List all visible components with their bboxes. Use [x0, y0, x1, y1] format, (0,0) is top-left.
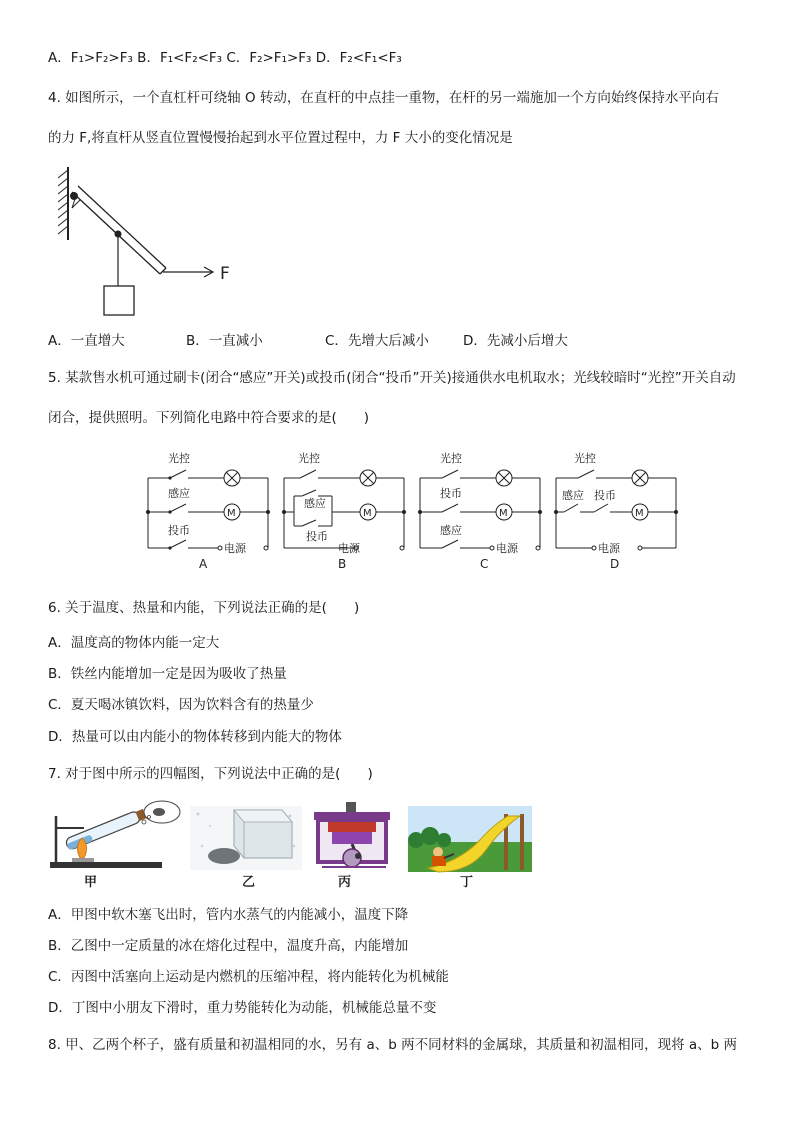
svg-text:感应: 感应	[168, 487, 190, 500]
svg-text:投币: 投币	[594, 489, 616, 502]
svg-text:光控: 光控	[440, 452, 462, 465]
svg-text:投币: 投币	[440, 487, 462, 500]
q7-stem: 7. 对于图中所示的四幅图，下列说法中正确的是( )	[48, 766, 373, 782]
q7-option-c: C．丙图中活塞向上运动是内燃机的压缩冲程，将内能转化为机械能	[48, 969, 449, 985]
svg-text:电源: 电源	[598, 542, 620, 555]
q7-caption-jia: 甲	[84, 875, 98, 890]
q7-caption-ding: 丁	[460, 875, 474, 890]
svg-text:电源: 电源	[224, 542, 246, 555]
q5-circuit-b	[276, 448, 411, 573]
q7-option-b: B．乙图中一定质量的冰在熔化过程中，温度升高，内能增加	[48, 938, 409, 954]
q5-stem-line1: 5. 某款售水机可通过刷卡(闭合“感应”开关)或投币(闭合“投币”开关)接通供水电机取水；光线较暗时“光控”开关自动	[48, 370, 736, 386]
q4-option-b: B．一直减小	[186, 333, 263, 349]
svg-text:M: M	[499, 508, 508, 519]
q6-option-b: B．铁丝内能增加一定是因为吸收了热量	[48, 666, 287, 682]
svg-text:投币: 投币	[168, 524, 190, 537]
svg-text:光控: 光控	[168, 452, 190, 465]
q4-stem-line2: 的力 F,将直杆从竖直位置慢慢抬起到水平位置过程中，力 F 大小的变化情况是	[48, 130, 513, 146]
q7-figure-ding	[408, 806, 532, 890]
q6-option-d: D．热量可以由内能小的物体转移到内能大的物体	[48, 729, 342, 745]
q7-option-d: D．丁图中小朋友下滑时，重力势能转化为动能，机械能总量不变	[48, 1000, 437, 1016]
svg-text:投币: 投币	[306, 530, 328, 543]
q5-caption-a: A	[199, 557, 208, 571]
q5-caption-b: B	[338, 557, 347, 571]
q7-caption-bing: 丙	[338, 875, 352, 890]
q5-caption-c: C	[480, 557, 489, 571]
q4-option-d: D．先减小后增大	[463, 333, 568, 349]
q6-stem: 6. 关于温度、热量和内能，下列说法正确的是( )	[48, 600, 360, 616]
q7-figure-yi	[190, 806, 302, 890]
q6-option-c: C．夏天喝冰镇饮料，因为饮料含有的热量少	[48, 697, 314, 713]
q4-lever-figure	[50, 162, 250, 322]
q4-stem-line1: 4. 如图所示，一个直杠杆可绕轴 O 转动，在直杆的中点挂一重物，在杆的另一端施加一个方向始终保持水平向右	[48, 90, 719, 106]
q7-figure-bing	[308, 800, 400, 890]
q5-circuit-d	[548, 448, 683, 573]
q4-option-a: A．一直增大	[48, 333, 125, 349]
svg-text:光控: 光控	[298, 452, 320, 465]
q7-option-a: A．甲图中软木塞飞出时，管内水蒸气的内能减小，温度下降	[48, 907, 409, 923]
q4-option-c: C．先增大后减小	[325, 333, 429, 349]
q5-circuit-a	[140, 448, 275, 573]
svg-text:M: M	[635, 508, 644, 519]
q7-caption-yi: 乙	[242, 875, 256, 890]
q6-option-a: A．温度高的物体内能一定大	[48, 635, 220, 651]
q3-options: A．F₁>F₂>F₃ B．F₁<F₂<F₃ C．F₂>F₁>F₃ D．F₂<F₁<F₃	[48, 50, 402, 66]
svg-text:感应: 感应	[562, 489, 584, 502]
q5-circuit-c	[412, 448, 547, 573]
svg-text:感应: 感应	[304, 497, 326, 510]
q5-stem-line2: 闭合，提供照明。下列简化电路中符合要求的是( )	[48, 410, 370, 426]
svg-text:M: M	[363, 508, 372, 519]
svg-text:光控: 光控	[574, 452, 596, 465]
q7-figure-jia	[44, 798, 184, 890]
svg-text:感应: 感应	[440, 524, 462, 537]
force-label: F	[220, 264, 230, 284]
svg-text:M: M	[227, 508, 236, 519]
q8-stem-line1: 8. 甲、乙两个杯子，盛有质量和初温相同的水，另有 a、b 两不同材料的金属球，其质量和初温相同，现将 a、b 两	[48, 1037, 738, 1053]
q5-caption-d: D	[610, 557, 620, 571]
svg-text:电源: 电源	[496, 542, 518, 555]
svg-text:电源: 电源	[338, 542, 360, 555]
